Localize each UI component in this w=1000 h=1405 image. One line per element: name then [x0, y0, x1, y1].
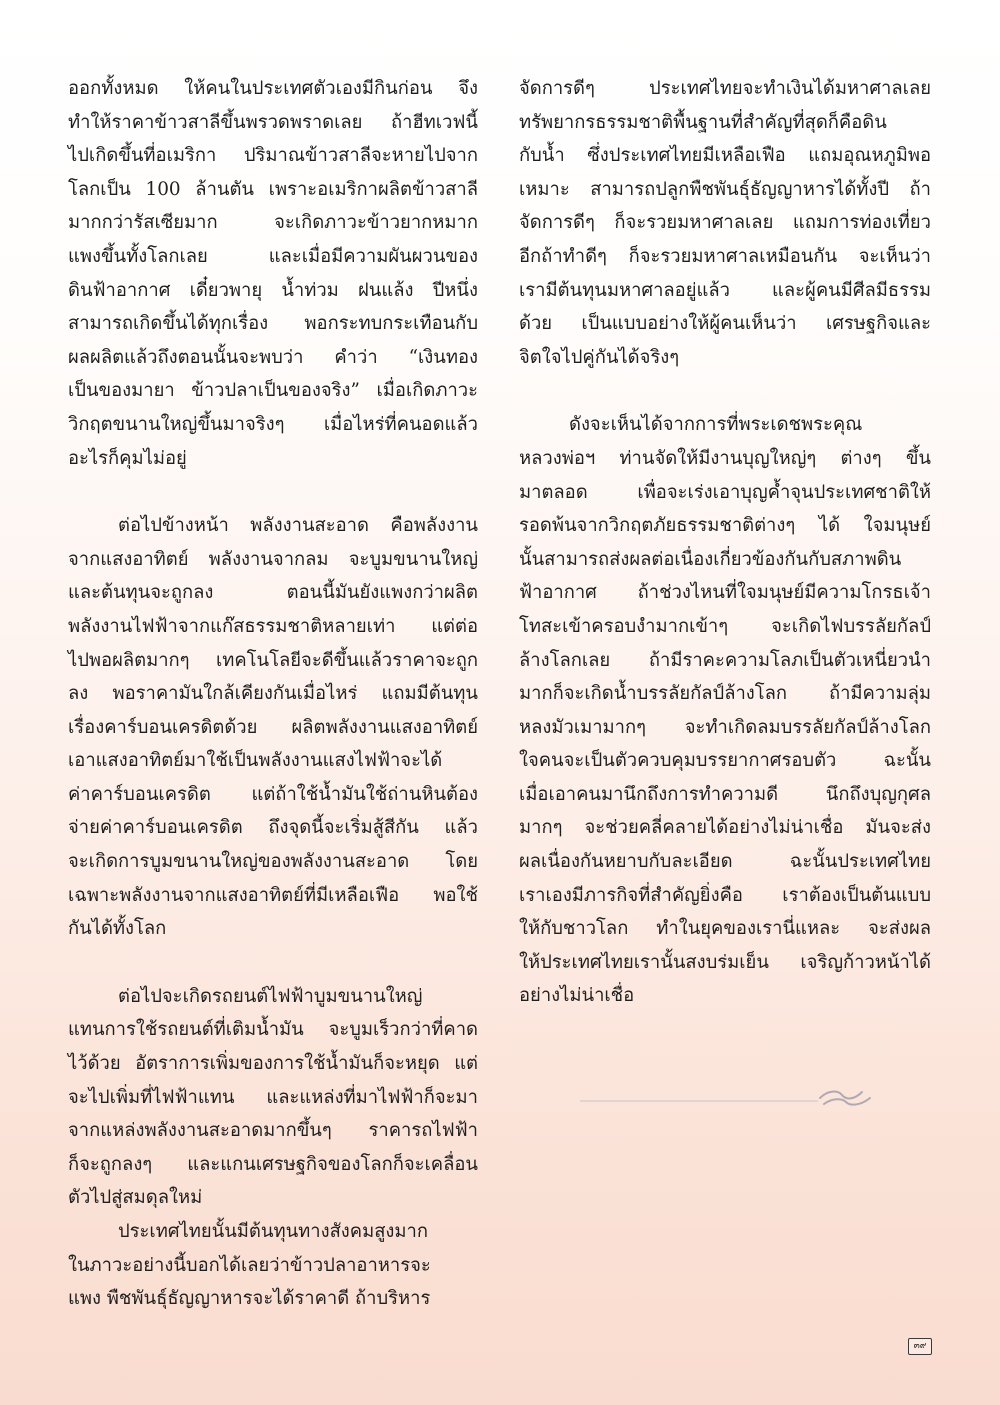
- swirl-top: [820, 1092, 862, 1099]
- right-text-column: [519, 72, 931, 1013]
- text-line: ค่าคาร์บอนเครดิต แต่ถ้าใช้น้ำมันใช้ถ่านหินต้อง: [68, 783, 478, 805]
- text-line: เรื่องคาร์บอนเครดิตด้วย ผลิตพลังงานแสงอาทิตย์: [68, 716, 478, 738]
- text-line: พลังงานไฟฟ้าจากแก๊สธรรมชาติหลายเท่า แต่ต่อ: [68, 615, 478, 637]
- text-line: ให้ประเทศไทยเรานั้นสงบร่มเย็น เจริญก้าวหน้าได้: [519, 951, 931, 973]
- text-line: มาตลอด เพื่อจะเร่งเอาบุญค้ำจุนประเทศชาติให้: [519, 481, 931, 503]
- text-line: มากๆ จะช่วยคลี่คลายได้อย่างไม่น่าเชื่อ มันจะส่ง: [519, 817, 931, 839]
- page-number: ๓๙: [908, 1338, 932, 1355]
- text-line: จ่ายค่าคาร์บอนเครดิต ถึงจุดนี้จะเริ่มสู้สีกัน แล้ว: [68, 817, 478, 839]
- text-line: ผลผลิตแล้วถึงตอนนั้นจะพบว่า คำว่า “เงินทอง: [68, 346, 478, 368]
- text-line: ไปเกิดขึ้นที่อเมริกา ปริมาณข้าวสาลีจะหายไปจาก: [68, 145, 478, 167]
- text-line: นั้นสามารถส่งผลต่อเนื่องเกี่ยวข้องกันกับสภาพดิน: [519, 548, 902, 570]
- text-line: เรามีต้นทุนมหาศาลอยู่แล้ว และผู้คนมีศีลมีธรรม: [519, 279, 931, 301]
- text-line: ไว้ด้วย อัตราการเพิ่มของการใช้น้ำมันก็จะหยุด แต่: [68, 1053, 478, 1075]
- paragraph-gap: [68, 946, 478, 980]
- text-line: มากก็จะเกิดน้ำบรรลัยกัลป์ล้างโลก ถ้ามีความลุ่ม: [519, 683, 931, 705]
- text-line: และต้นทุนจะถูกลง ตอนนี้มันยังแพงกว่าผลิต: [68, 582, 478, 604]
- text-line: อีกถ้าทำดีๆ ก็จะรวยมหาศาลเหมือนกัน จะเห็นว่า: [519, 245, 931, 267]
- text-line: จัดการดีๆ ก็จะรวยมหาศาลเลย แถมการท่องเที่ยว: [519, 212, 931, 234]
- text-line: ในภาวะอย่างนี้บอกได้เลยว่าข้าวปลาอาหารจะ: [68, 1254, 431, 1276]
- text-line: ฟ้าอากาศ ถ้าช่วงไหนที่ใจมนุษย์มีความโกรธเจ้า: [519, 582, 931, 604]
- body-paragraph: [68, 72, 478, 475]
- swirl-divider-icon: [580, 1082, 875, 1110]
- text-line: ก็จะถูกลงๆ และแกนเศรษฐกิจของโลกก็จะเคลื่อน: [68, 1153, 478, 1175]
- text-line: แพงขึ้นทั้งโลกเลย และเมื่อมีความผันผวนของ: [68, 245, 478, 267]
- text-line: เฉพาะพลังงานจากแสงอาทิตย์ที่มีเหลือเฟือ พอใช้: [68, 884, 478, 906]
- text-line: จัดการดีๆ ประเทศไทยจะทำเงินได้มหาศาลเลย: [519, 78, 931, 99]
- text-line: รอดพ้นจากวิกฤตภัยธรรมชาติต่างๆ ได้ ใจมนุษย์: [519, 515, 931, 537]
- text-line: ต่อไปจะเกิดรถยนต์ไฟฟ้าบูมขนานใหญ่: [118, 985, 423, 1007]
- text-line: หลวงพ่อฯ ท่านจัดให้มีงานบุญใหญ่ๆ ต่างๆ ขึ้น: [519, 447, 931, 469]
- text-line: โลกเป็น 100 ล้านตัน เพราะอเมริกาผลิตข้าวสาลี: [68, 178, 478, 200]
- text-line: มากกว่ารัสเซียมาก จะเกิดภาวะข้าวยากหมาก: [68, 212, 478, 234]
- text-line: แพง พืชพันธุ์ธัญญาหารจะได้ราคาดี ถ้าบริหาร: [68, 1288, 431, 1310]
- text-line: โทสะเข้าครอบงำมากเข้าๆ จะเกิดไฟบรรลัยกัลป์: [519, 615, 931, 637]
- text-line: จะเกิดการบูมขนานใหญ่ของพลังงานสะอาด โดย: [68, 851, 478, 873]
- text-line: จิตใจไปคู่กันได้จริงๆ: [519, 346, 680, 368]
- body-paragraph: [68, 980, 478, 1215]
- text-line: ประเทศไทยนั้นมีต้นทุนทางสังคมสูงมาก: [118, 1221, 428, 1242]
- left-text-column: [68, 72, 478, 1316]
- body-paragraph: [519, 408, 931, 1013]
- text-line: กับน้ำ ซึ่งประเทศไทยมีเหลือเฟือ แถมอุณหภูมิพอ: [519, 145, 931, 167]
- text-line: ทรัพยากรธรรมชาติพื้นฐานที่สำคัญที่สุดก็คือดิน: [519, 111, 887, 133]
- text-line: สามารถเกิดขึ้นได้ทุกเรื่อง พอกระทบกระเทือนกับ: [68, 313, 478, 335]
- text-line: แทนการใช้รถยนต์ที่เติมน้ำมัน จะบูมเร็วกว่าที่คาด: [68, 1019, 478, 1041]
- text-line: ล้างโลกเลย ถ้ามีราคะความโลภเป็นตัวเหนี่ยวนำ: [519, 649, 931, 671]
- text-line: ผลเนื่องกันหยาบกับละเอียด ฉะนั้นประเทศไทย: [519, 851, 931, 873]
- text-line: วิกฤตขนานใหญ่ขึ้นมาจริงๆ เมื่อไหร่ที่คนอดแล้ว: [68, 413, 478, 435]
- text-line: เอาแสงอาทิตย์มาใช้เป็นพลังงานแสงไฟฟ้าจะได้: [68, 750, 443, 772]
- text-line: ตัวไปสู่สมดุลใหม่: [68, 1187, 203, 1209]
- text-line: ดังจะเห็นได้จากการที่พระเดชพระคุณ: [569, 414, 863, 436]
- text-line: ให้กับชาวโลก ทำในยุคของเรานี่แหละ จะส่งผล: [519, 918, 931, 940]
- text-line: จากแหล่งพลังงานสะอาดมากขึ้นๆ ราคารถไฟฟ้า: [68, 1120, 478, 1142]
- text-line: อะไรก็คุมไม่อยู่: [68, 447, 187, 469]
- body-paragraph: [68, 509, 478, 946]
- text-line: เราเองมีภารกิจที่สำคัญยิ่งคือ เราต้องเป็นต้นแบบ: [519, 884, 931, 906]
- text-line: ออกทั้งหมด ให้คนในประเทศตัวเองมีกินก่อน จึง: [68, 78, 478, 99]
- paragraph-gap: [68, 475, 478, 509]
- text-line: ด้วย เป็นแบบอย่างให้ผู้คนเห็นว่า เศรษฐกิจและ: [519, 313, 931, 335]
- text-line: จะไปเพิ่มที่ไฟฟ้าแทน และแหล่งที่มาไฟฟ้าก็จะมา: [68, 1086, 478, 1108]
- text-line: อย่างไม่น่าเชื่อ: [519, 985, 635, 1007]
- text-line: ทำให้ราคาข้าวสาลีขึ้นพรวดพราดเลย ถ้าฮีทเวฟนี้: [68, 111, 478, 133]
- text-line: หลงมัวเมามากๆ จะทำเกิดลมบรรลัยกัลป์ล้างโลก: [519, 716, 931, 738]
- swirl-divider-graphic: [580, 1082, 875, 1110]
- text-line: ไปพอผลิตมากๆ เทคโนโลยีจะดีขึ้นแล้วราคาจะถูก: [68, 649, 478, 671]
- text-line: จากแสงอาทิตย์ พลังงานจากลม จะบูมขนานใหญ่: [68, 548, 478, 570]
- text-line: เหมาะ สามารถปลูกพืชพันธุ์ธัญญาหารได้ทั้งปี ถ้า: [519, 178, 931, 200]
- paragraph-gap: [519, 374, 931, 408]
- text-line: ดินฟ้าอากาศ เดี๋ยวพายุ น้ำท่วม ฝนแล้ง ปีหนึ่ง: [68, 279, 478, 301]
- text-line: ใจคนจะเป็นตัวควบคุมบรรยากาศรอบตัว ฉะนั้น: [519, 750, 931, 772]
- text-line: กันได้ทั้งโลก: [68, 918, 167, 940]
- body-paragraph: [68, 1215, 478, 1316]
- body-paragraph: [519, 72, 931, 374]
- text-line: เป็นของมายา ข้าวปลาเป็นของจริง” เมื่อเกิดภาวะ: [68, 380, 478, 402]
- text-line: ต่อไปข้างหน้า พลังงานสะอาด คือพลังงาน: [118, 515, 478, 537]
- text-line: เมื่อเอาคนมานึกถึงการทำความดี นึกถึงบุญกุศล: [519, 783, 931, 805]
- text-line: ลง พอราคามันใกล้เคียงกันเมื่อไหร่ แถมมีต้นทุน: [68, 683, 478, 705]
